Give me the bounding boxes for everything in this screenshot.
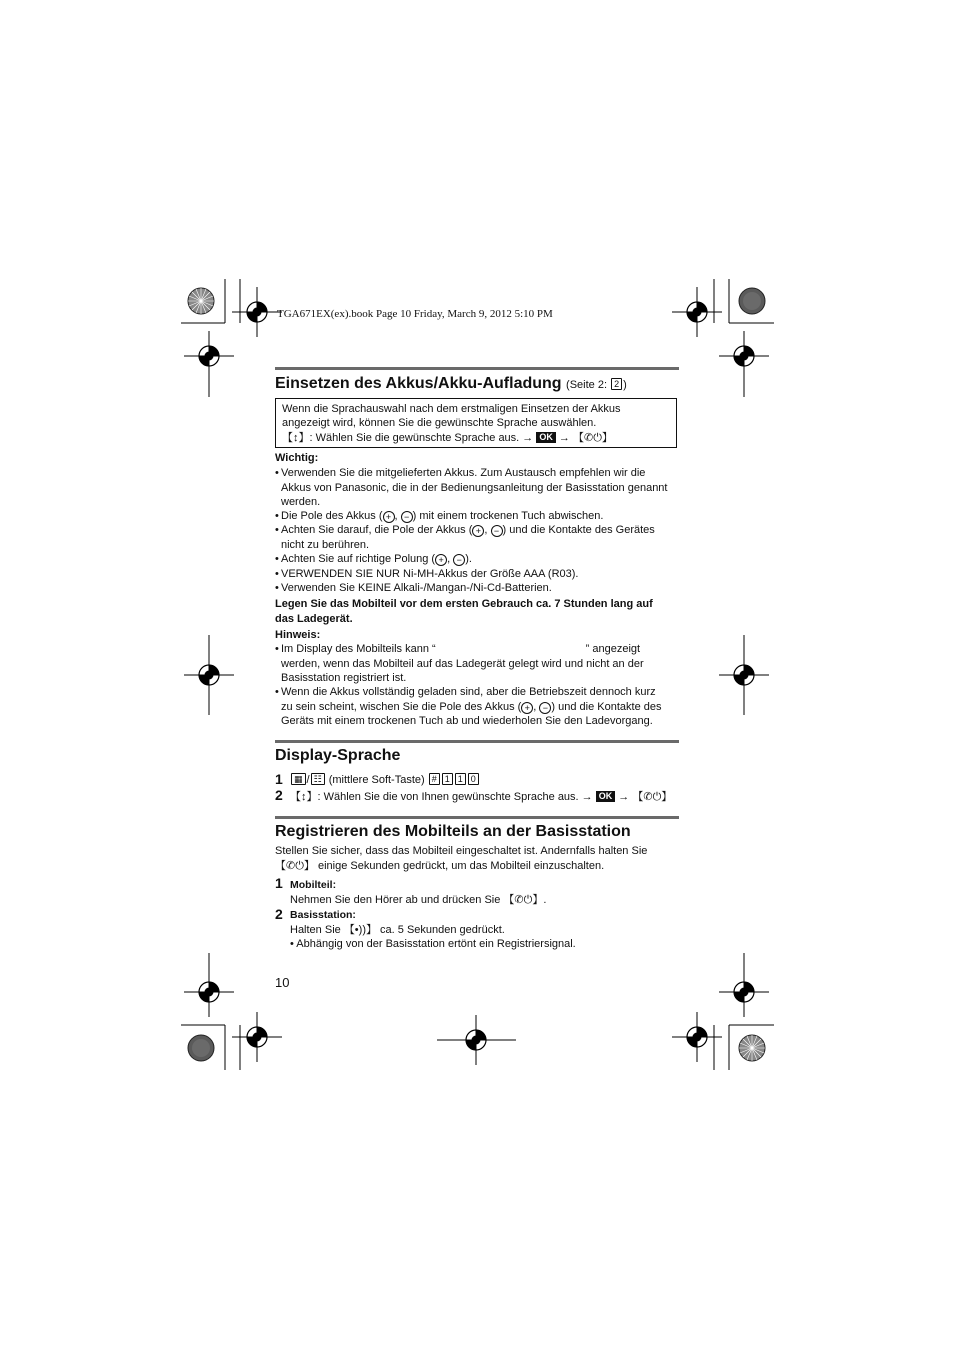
digit-key-icon: 1 bbox=[455, 773, 466, 785]
navigator-key-icon: 【↕】 bbox=[282, 431, 310, 444]
step-number: 2 bbox=[275, 787, 283, 803]
plus-pole-icon: + bbox=[435, 554, 447, 566]
off-key-icon: 【✆⏻】 bbox=[275, 859, 315, 872]
minus-pole-icon: − bbox=[539, 702, 551, 714]
list-item: • Verwenden Sie die mitgelieferten Akkus. Zum Austausch empfehlen wir die Akkus von Panasonic, die in der Bedienungsanleitung der Basisstation genannt werden. bbox=[275, 467, 668, 508]
step-1-text: ▦ / ☷ (mittlere Soft-Taste) # 1 1 0 bbox=[290, 773, 480, 788]
navigator-key-icon: 【↕】 bbox=[290, 791, 318, 803]
ok-key-icon: OK bbox=[536, 432, 556, 443]
list-item: • Achten Sie auf richtige Polung ( + , − ). bbox=[275, 553, 472, 565]
hinweis-label: Hinweis: bbox=[275, 629, 321, 641]
registration-intro: Stellen Sie sicher, dass das Mobilteil eingeschaltet ist. Andernfalls halten Sie 【✆⏻】 einige Sekunden gedrückt, um das Mobilteil einzuschalten. bbox=[275, 845, 648, 872]
print-header: TGA671EX(ex).book Page 10 Friday, March 9, 2012 5:10 PM bbox=[277, 308, 553, 320]
wichtig-label: Wichtig: bbox=[275, 452, 319, 464]
menu-grid-icon: ▦ bbox=[291, 773, 306, 785]
step-number: 1 bbox=[275, 875, 283, 891]
charging-note: Legen Sie das Mobilteil vor dem ersten Gebrauch ca. 7 Stunden lang auf das Ladegerät. bbox=[275, 598, 653, 625]
step-1-mobilteil: Mobilteil: Nehmen Sie den Hörer ab und drücken Sie 【✆⏻】. bbox=[290, 879, 547, 906]
minus-pole-icon: − bbox=[491, 525, 503, 537]
section-rule bbox=[275, 816, 679, 819]
section-rule bbox=[275, 740, 679, 743]
list-item: • Wenn die Akkus vollständig geladen sind, aber die Betriebszeit dennoch kurz zu sein scheint, wischen Sie die Pole des Akkus ( + , − ) und die Kontakte des Geräts mit einem trockenen Tuch ab und wiederholen Sie den Ladevorgang. bbox=[275, 686, 662, 727]
section-rule bbox=[275, 367, 679, 370]
list-item: • Achten Sie darauf, die Pole der Akkus ( + , − ) und die Kontakte des Gerätes nicht zu berühren. bbox=[275, 524, 655, 551]
list-item: • Verwenden Sie KEINE Alkali-/Mangan-/Ni-Cd-Batterien. bbox=[275, 582, 552, 594]
step-number: 1 bbox=[275, 771, 283, 787]
locator-key-icon: 【•))】 bbox=[343, 923, 377, 936]
star-target-icon bbox=[739, 1035, 765, 1061]
star-target-icon bbox=[188, 288, 214, 314]
step-2-text: 【↕】: Wählen Sie die von Ihnen gewünschte Sprache aus. → OK → 【✆⏻】 bbox=[290, 791, 673, 803]
plus-pole-icon: + bbox=[472, 525, 484, 537]
list-item: • Die Pole des Akkus ( + , − ) mit einem trockenen Tuch abwischen. bbox=[275, 510, 604, 522]
list-item: • Im Display des Mobilteils kann “ ” angezeigt werden, wenn das Mobilteil auf das Ladegerät gelegt wird und nicht an der Basisstation registriert ist. bbox=[275, 643, 644, 684]
list-item: • VERWENDEN SIE NUR Ni-MH-Akkus der Größe AAA (R03). bbox=[275, 568, 579, 580]
section-title-registrieren: Registrieren des Mobilteils an der Basisstation bbox=[275, 823, 631, 840]
digit-key-icon: 1 bbox=[442, 773, 453, 785]
menu-list-icon: ☷ bbox=[311, 773, 325, 785]
dark-target-icon bbox=[188, 1035, 214, 1061]
language-info-box: Wenn die Sprachauswahl nach dem erstmaligen Einsetzen der Akkus angezeigt wird, können Sie die gewünschte Sprache auswählen. 【↕】: Wählen Sie die gewünschte Sprache aus. → OK → 【✆⏻】 bbox=[275, 398, 677, 448]
hash-key-icon: # bbox=[429, 773, 440, 785]
ok-key-icon: OK bbox=[596, 791, 616, 802]
step-2-basisstation: Basisstation: Halten Sie 【•))】 ca. 5 Sekunden gedrückt. • Abhängig von der Basisstation ertönt ein Registriersignal. bbox=[290, 909, 576, 950]
off-key-icon: 【✆⏻】 bbox=[572, 431, 613, 444]
minus-pole-icon: − bbox=[401, 511, 413, 523]
digit-key-icon: 0 bbox=[468, 773, 479, 785]
off-key-icon: 【✆⏻】 bbox=[632, 791, 673, 803]
section-title-akkus: Einsetzen des Akkus/Akku-Aufladung (Seite 2: 2 ) bbox=[275, 375, 627, 392]
minus-pole-icon: − bbox=[453, 554, 465, 566]
plus-pole-icon: + bbox=[521, 702, 533, 714]
step-number: 2 bbox=[275, 906, 283, 922]
dark-target-icon bbox=[739, 288, 765, 314]
section-title-display-sprache: Display-Sprache bbox=[275, 747, 401, 764]
plus-pole-icon: + bbox=[383, 511, 395, 523]
page-number: 10 bbox=[275, 975, 290, 990]
talk-key-icon: 【✆⏻】 bbox=[503, 893, 544, 906]
